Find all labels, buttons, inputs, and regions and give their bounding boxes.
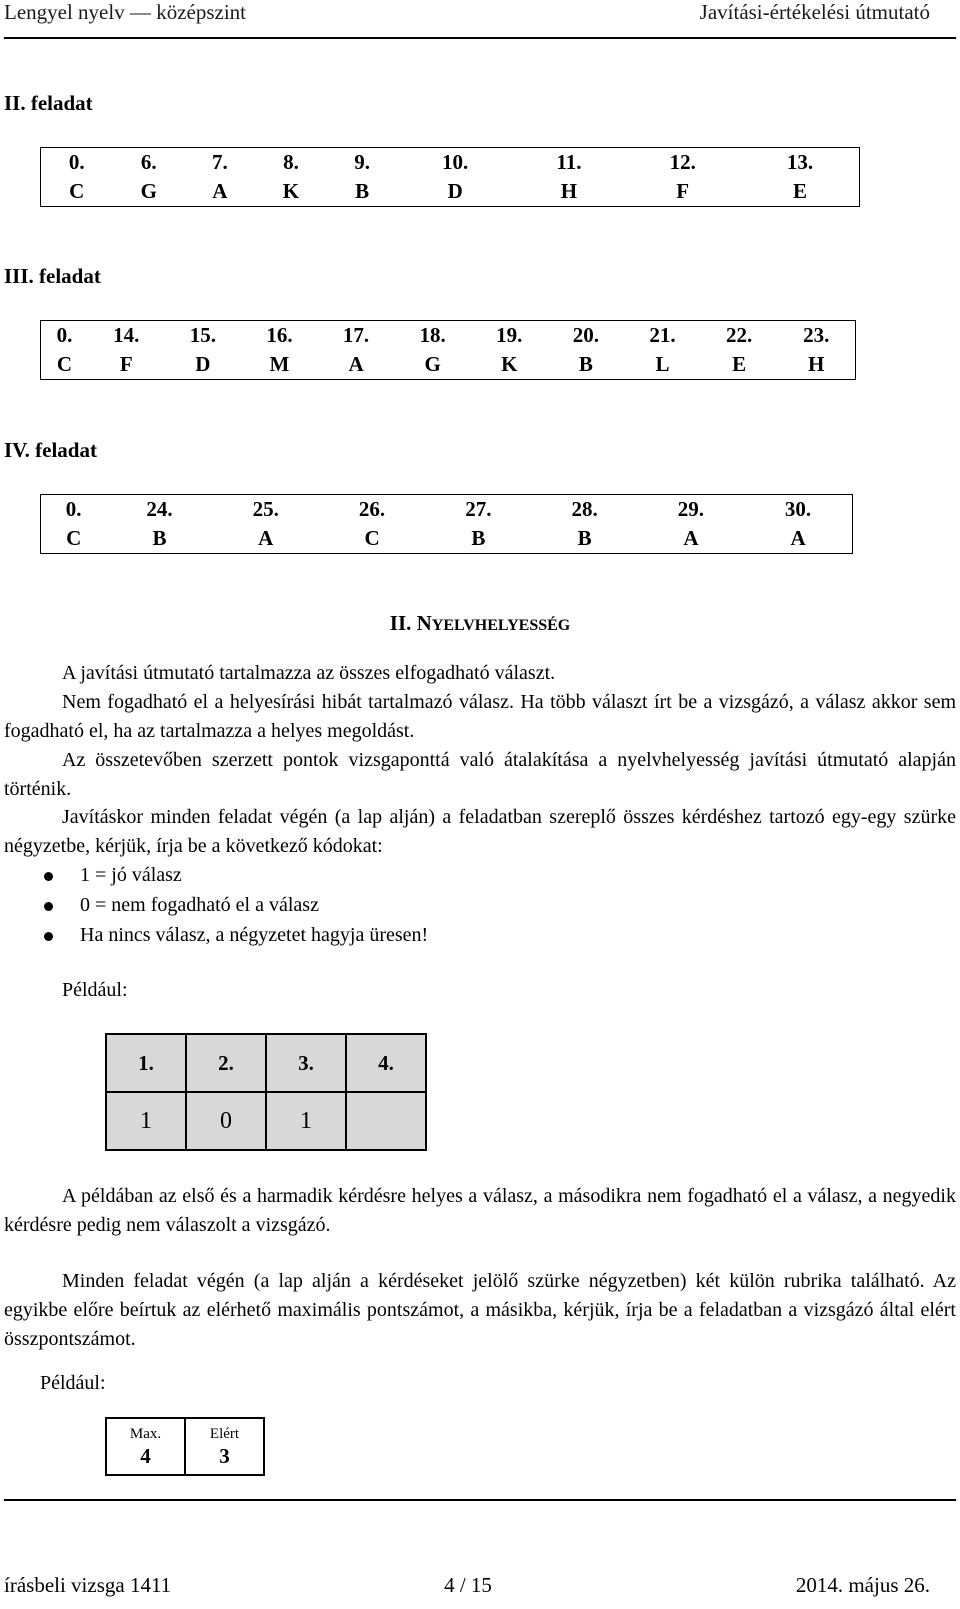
- example-value-cell: [346, 1092, 426, 1150]
- answer-cell: B: [152, 526, 167, 550]
- item-number-cell: 24.: [146, 497, 173, 521]
- answer-cell: D: [195, 352, 211, 376]
- answer-cell: E: [792, 179, 807, 203]
- example-number-cell: 2.: [186, 1034, 266, 1092]
- title-rest: YELVHELYESSÉG: [431, 617, 571, 634]
- answer-cell: C: [66, 526, 82, 550]
- answer-cell: B: [578, 352, 593, 376]
- answer-cell: D: [447, 179, 463, 203]
- answer-cell: B: [355, 179, 370, 203]
- footer-right: 2014. május 26.: [795, 1573, 930, 1597]
- nyelvhelyesseg-title: [0, 611, 960, 636]
- section-title-4: IV. feladat: [4, 438, 97, 462]
- answer-cell: A: [258, 526, 274, 550]
- item-number-cell: 25.: [252, 497, 279, 521]
- answer-cell: C: [364, 526, 380, 550]
- answer-cell: F: [676, 179, 690, 203]
- bullet-dot: [44, 932, 53, 941]
- item-number-cell: 23.: [803, 323, 830, 347]
- paragraph-1: A javítási útmutató tartalmazza az összes elfogadható választ.: [62, 662, 556, 684]
- answer-cell: M: [269, 352, 290, 376]
- item-number-cell: 27.: [465, 497, 492, 521]
- max-label: Max.: [129, 1425, 162, 1442]
- footer-rule: [4, 1499, 956, 1501]
- answer-cell: G: [140, 179, 157, 203]
- header-right: Javítási-értékelési útmutató: [699, 0, 930, 24]
- item-number-cell: 11.: [556, 150, 582, 174]
- example-value-cell: 1: [106, 1092, 186, 1150]
- answer-cell: H: [560, 179, 578, 203]
- answer-cell: A: [683, 526, 699, 550]
- answer-cell: E: [732, 352, 747, 376]
- item-number-cell: 20.: [572, 323, 599, 347]
- footer-left: írásbeli vizsga 1411: [4, 1573, 172, 1597]
- answer-cell: G: [424, 352, 441, 376]
- example-grid: [105, 1033, 427, 1151]
- item-number-cell: 9.: [354, 150, 370, 174]
- item-number-cell: 13.: [786, 150, 814, 174]
- header-left: Lengyel nyelv — középszint: [4, 0, 247, 24]
- item-number-cell: 8.: [283, 150, 299, 174]
- answer-row: [41, 177, 860, 207]
- item-number-cell: 0.: [65, 497, 82, 521]
- item-number-cell: 10.: [442, 150, 469, 174]
- paragraph-5: A példában az első és a harmadik kérdésre helyes a válasz, a másodikra nem fogadható el a válasz, a negyedik kérdésre pedig nem válaszolt a vizsgázó.: [4, 1185, 956, 1236]
- bullet-dot: [44, 872, 53, 881]
- answer-row: [41, 524, 853, 554]
- answer-cell: A: [212, 179, 228, 203]
- item-number-cell: 30.: [784, 497, 812, 521]
- item-number-cell: 19.: [496, 323, 523, 347]
- item-number-cell: 17.: [342, 323, 370, 347]
- header-rule: [4, 37, 956, 39]
- max-points-cell: [106, 1418, 185, 1475]
- example-number-row: [106, 1034, 426, 1092]
- answer-row: [41, 350, 856, 380]
- item-number-cell: 21.: [649, 323, 676, 347]
- paragraph-6: Minden feladat végén (a lap alján a kérdéseket jelölő szürke négyzetben) két külön rubrika található. Az egyikbe előre beírtuk az elérhető maximális pontszámot, a másikba, kérjük, írja be a feladatban a vizsgázó által elért összpontszámot.: [4, 1270, 956, 1350]
- bullet-dot: [44, 902, 53, 911]
- answer-cell: A: [790, 526, 806, 550]
- example-number-cell: 1.: [106, 1034, 186, 1092]
- item-number-cell: 6.: [140, 150, 157, 174]
- earned-label: Elért: [209, 1425, 240, 1442]
- number-row: [41, 495, 853, 525]
- item-number-cell: 18.: [419, 323, 446, 347]
- answer-cell: B: [577, 526, 592, 550]
- item-number-cell: 15.: [189, 323, 216, 347]
- footer-center: 4 / 15: [444, 1573, 492, 1597]
- answer-table-4: [40, 494, 853, 554]
- answer-cell: H: [808, 352, 825, 376]
- section-title-2: II. feladat: [4, 91, 93, 115]
- answer-table-2: [40, 147, 860, 207]
- example-value-cell: 1: [266, 1092, 346, 1150]
- item-number-cell: 7.: [211, 150, 228, 174]
- earned-points-cell: [185, 1418, 264, 1475]
- answer-cell: A: [348, 352, 364, 376]
- item-number-cell: 29.: [677, 497, 705, 521]
- item-number-cell: 28.: [571, 497, 598, 521]
- answer-cell: L: [655, 352, 670, 376]
- paragraph-4: Javításkor minden feladat végén (a lap alján) a feladatban szereplő összes kérdéshez tartozó egy-egy szürke négyzetbe, kérjük, írja be a következő kódokat:: [4, 806, 956, 857]
- answer-cell: F: [119, 352, 133, 376]
- example-label-2: Például:: [40, 1372, 106, 1394]
- answer-table-3: [40, 320, 856, 380]
- item-number-cell: 26.: [358, 497, 386, 521]
- item-number-cell: 0.: [56, 323, 73, 347]
- item-number-cell: 22.: [725, 323, 753, 347]
- points-box: [105, 1417, 265, 1476]
- example-value-row: [106, 1092, 426, 1150]
- example-value-cell: 0: [186, 1092, 266, 1150]
- example-number-cell: 3.: [266, 1034, 346, 1092]
- paragraph-2: Nem fogadható el a helyesírási hibát tartalmazó válasz. Ha több választ írt be a vizsgázó, a válasz akkor sem fogadható el, ha az tartalmazza a helyes megoldást.: [4, 691, 956, 742]
- example-label-1: Például:: [62, 979, 128, 1001]
- title-prefix: II. N: [389, 611, 432, 635]
- answer-cell: K: [501, 352, 518, 376]
- bullet-text: 0 = nem fogadható el a válasz: [80, 894, 319, 916]
- item-number-cell: 12.: [669, 150, 696, 174]
- number-row: [41, 321, 856, 351]
- section-title-3: III. feladat: [4, 264, 101, 288]
- number-row: [41, 148, 860, 178]
- example-number-cell: 4.: [346, 1034, 426, 1092]
- paragraph-3: Az összetevőben szerzett pontok vizsgaponttá való átalakítása a nyelvhelyesség javítási útmutató alapján történik.: [4, 749, 956, 800]
- answer-cell: C: [56, 352, 73, 376]
- max-value: 4: [140, 1443, 151, 1468]
- bullet-text: Ha nincs válasz, a négyzetet hagyja üresen!: [80, 924, 429, 946]
- answer-cell: C: [69, 179, 85, 203]
- answer-cell: B: [471, 526, 486, 550]
- item-number-cell: 14.: [113, 323, 140, 347]
- earned-value: 3: [219, 1443, 230, 1468]
- answer-cell: K: [282, 179, 300, 203]
- bullet-text: 1 = jó válasz: [80, 864, 182, 886]
- item-number-cell: 16.: [266, 323, 293, 347]
- item-number-cell: 0.: [68, 150, 85, 174]
